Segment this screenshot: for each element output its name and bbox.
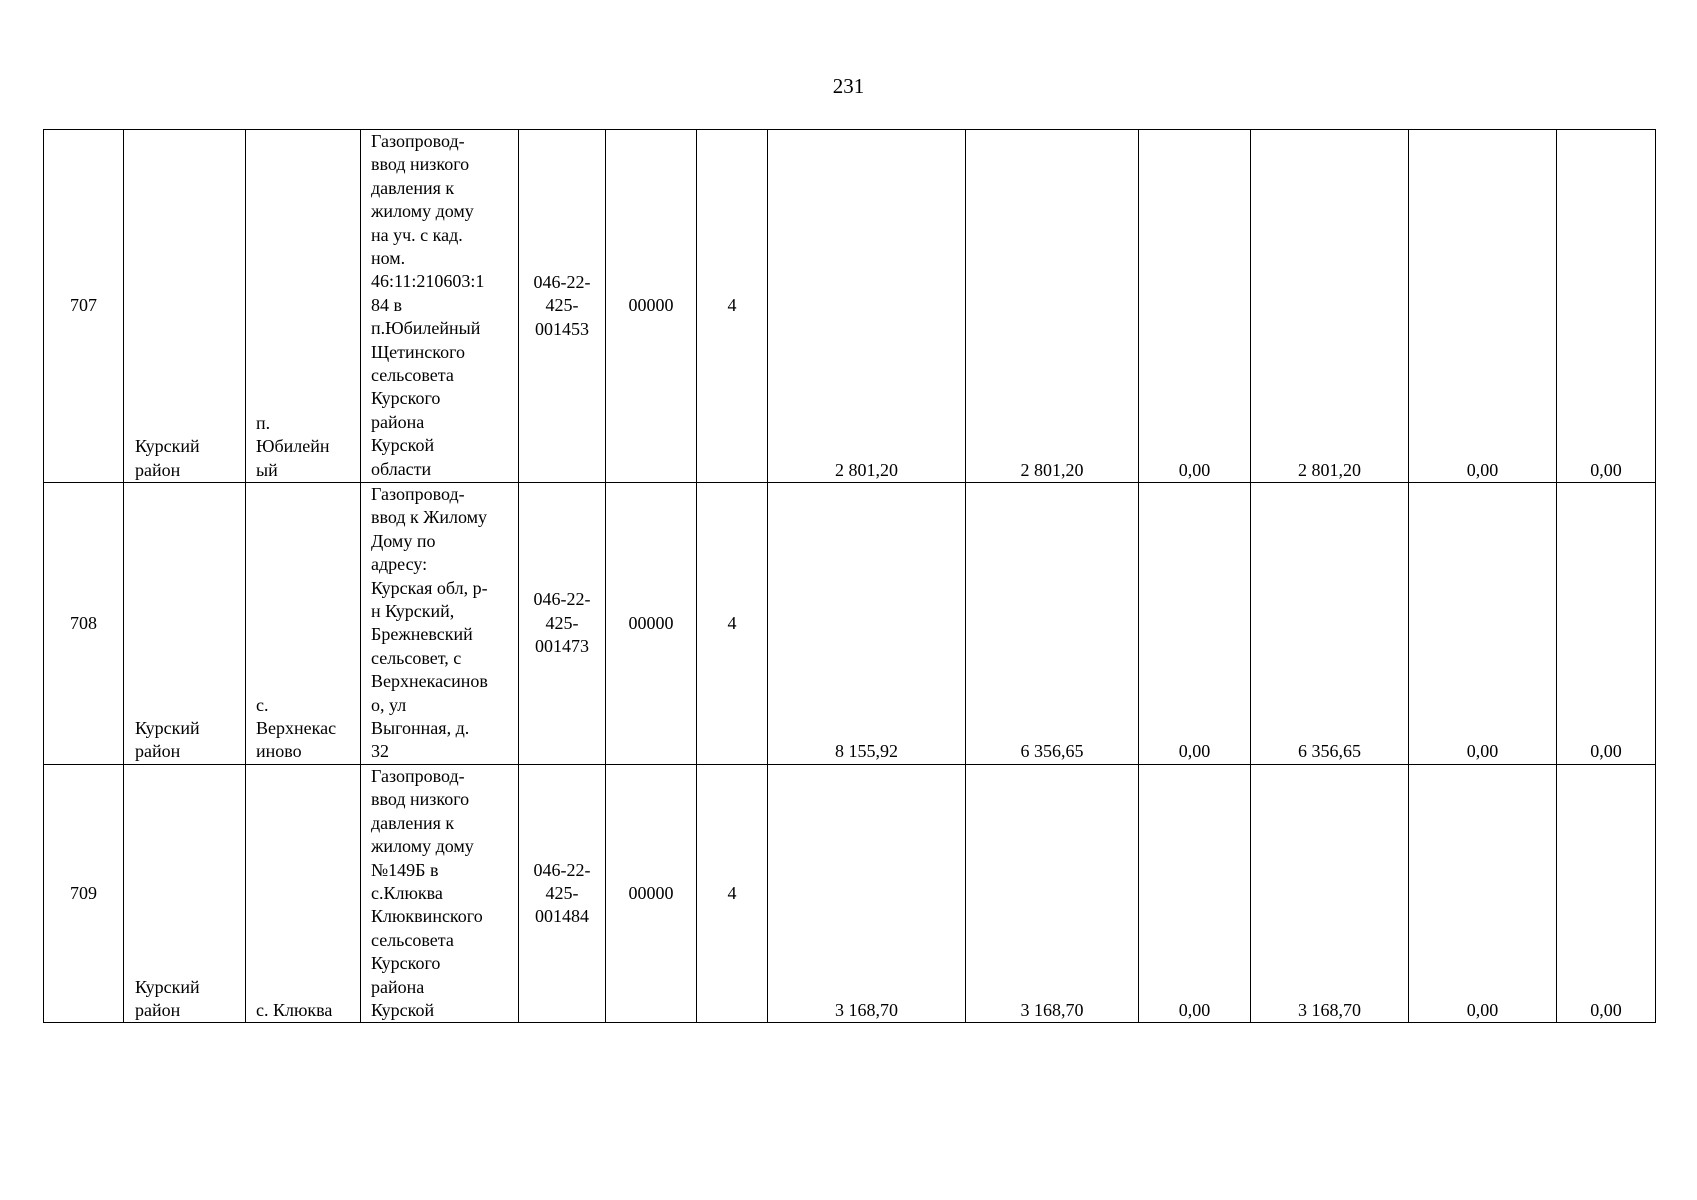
description-text: Газопровод- ввод к Жилому Дому по адресу: Курская обл, р- н Курский, Брежневский сельсовет, с Верхнекасинов о, ул Выгонная, д. 32 [371,484,488,762]
locality-cell [246,483,361,765]
district-text: Курский район [135,436,200,480]
reg-code-text: 046-22- 425- 001453 [533,271,591,339]
locality-text: п. Юбилейн ый [256,412,330,480]
value-5-cell: 0,00 [1409,483,1557,765]
row-index: 707 [44,130,124,483]
description-cell [361,483,519,765]
district-text: Курский район [135,718,200,762]
table-row [44,483,1656,765]
row-index: 709 [44,764,124,1022]
table-row [44,130,1656,483]
page-number: 231 [832,74,865,98]
description-cell [361,764,519,1022]
code2-cell: 00000 [606,130,697,483]
code3-cell: 4 [697,483,768,765]
reg-code-cell [519,764,606,1022]
locality-text: с. Верхнекас иново [256,694,337,762]
description-text: Газопровод- ввод низкого давления к жилому дому на уч. с кад. ном. 46:11:210603:1 84 в п.Юбилейный Щетинского сельсовета Курского района Курской области [371,131,485,479]
district-cell [124,483,246,765]
description-cell [361,130,519,483]
value-1-cell: 3 168,70 [768,764,966,1022]
value-3-cell: 0,00 [1139,764,1251,1022]
district-cell [124,764,246,1022]
code2-cell: 00000 [606,483,697,765]
value-6-cell: 0,00 [1557,483,1656,765]
value-3-cell: 0,00 [1139,130,1251,483]
value-6-cell: 0,00 [1557,130,1656,483]
value-6-cell: 0,00 [1557,764,1656,1022]
reg-code-text: 046-22- 425- 001473 [533,589,591,657]
value-4-cell: 2 801,20 [1251,130,1409,483]
row-index: 708 [44,483,124,765]
value-4-cell: 6 356,65 [1251,483,1409,765]
value-2-cell: 2 801,20 [966,130,1139,483]
value-2-cell: 6 356,65 [966,483,1139,765]
value-5-cell: 0,00 [1409,764,1557,1022]
code3-cell: 4 [697,764,768,1022]
value-5-cell: 0,00 [1409,130,1557,483]
table-row [44,764,1656,1022]
value-1-cell: 2 801,20 [768,130,966,483]
description-text: Газопровод- ввод низкого давления к жилому дому №149Б в с.Клюква Клюквинского сельсовета Курского района Курской [371,765,483,1020]
district-cell [124,130,246,483]
locality-cell [246,130,361,483]
code2-cell: 00000 [606,764,697,1022]
value-4-cell: 3 168,70 [1251,764,1409,1022]
code3-cell: 4 [697,130,768,483]
district-text: Курский район [135,976,200,1020]
value-2-cell: 3 168,70 [966,764,1139,1022]
locality-cell [246,764,361,1022]
value-1-cell: 8 155,92 [768,483,966,765]
reg-code-cell [519,483,606,765]
reg-code-cell [519,130,606,483]
reg-code-text: 046-22- 425- 001484 [533,859,591,927]
registry-table [43,129,1656,1023]
value-3-cell: 0,00 [1139,483,1251,765]
locality-text: с. Клюква [256,999,333,1020]
